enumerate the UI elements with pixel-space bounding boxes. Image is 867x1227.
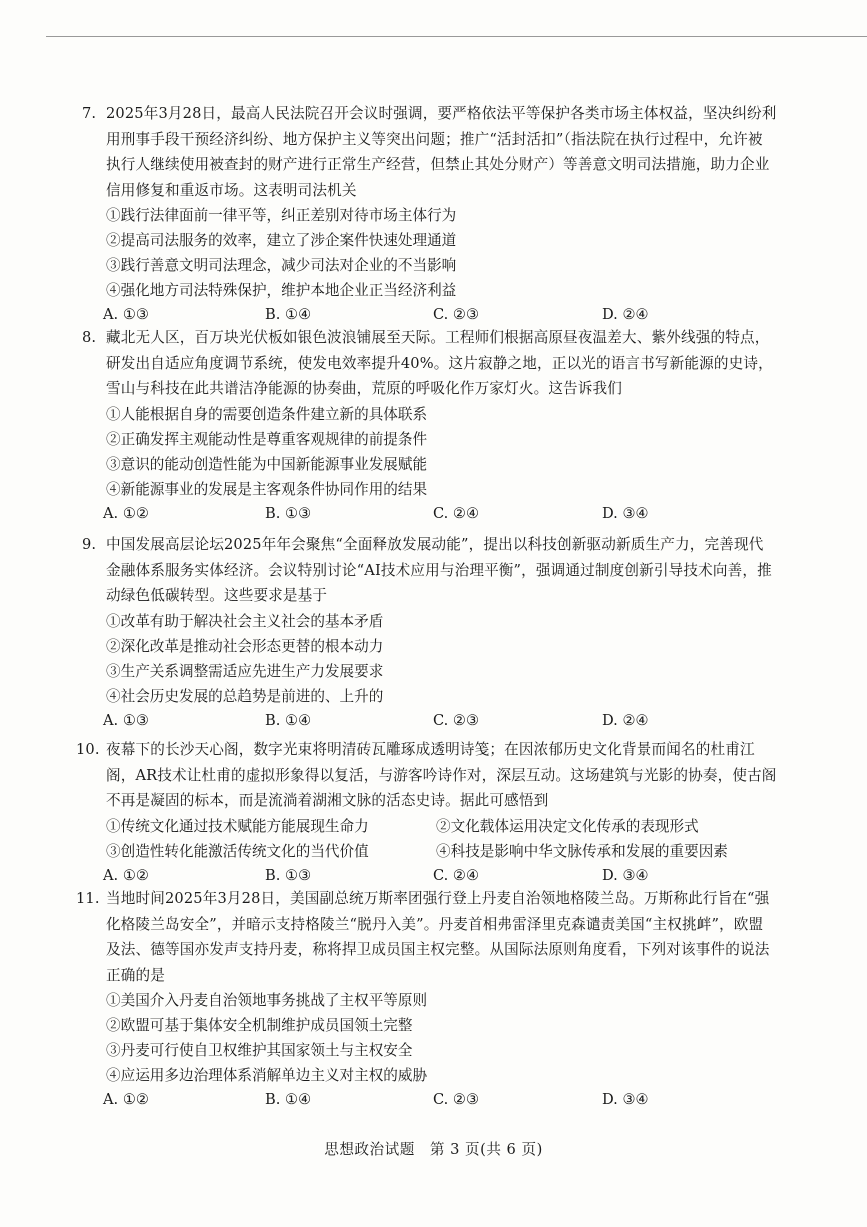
question-text: 中国发展高层论坛2025年年会聚焦“全面释放发展动能”，提出以科技创新驱动新质生产力，完善现代金融体系服务实体经济。会议特别讨论“AI技术应用与治理平衡”，强调通过制度创新引导技术向善，推动绿色低碳转型。这些要求是基于 <box>106 536 772 604</box>
question-stem <box>0 886 867 988</box>
question-text: 夜幕下的长沙天心阁，数字光束将明清砖瓦雕琢成透明诗笺；在因浓郁历史文化背景而闻名的杜甫江阁，AR技术让杜甫的虚拟形象得以复活，与游客吟诗作对，深层互动。这场建筑与光影的协奏，使古阁不再是凝固的标本，而是流淌着湖湘文脉的活态史诗。据此可感悟到 <box>106 741 777 809</box>
question-8 <box>0 325 867 526</box>
question-stem <box>0 737 867 814</box>
question-10 <box>0 737 867 888</box>
statement-3: ③意识的能动创造性能为中国新能源事业发展赋能 <box>106 455 428 473</box>
statement-1: ①改革有助于解决社会主义社会的基本矛盾 <box>106 612 384 630</box>
option-a: A. ①② <box>103 1091 149 1108</box>
option-b: B. ①③ <box>265 504 312 522</box>
question-number: 11. <box>76 890 100 907</box>
question-9 <box>0 532 867 733</box>
option-d: D. ③④ <box>602 1091 649 1108</box>
question-stem <box>0 325 867 402</box>
option-d: D. ③④ <box>602 866 649 884</box>
option-a: A. ①② <box>103 504 149 522</box>
statement-row-1 <box>0 814 867 839</box>
option-b: B. ①④ <box>265 1091 312 1108</box>
option-c: C. ②③ <box>433 1091 480 1108</box>
option-c: C. ②③ <box>433 306 480 323</box>
statement-1: ①践行法律面前一律平等，纠正差别对待市场主体行为 <box>106 207 457 224</box>
question-11 <box>0 886 867 1112</box>
answer-options <box>0 502 867 526</box>
question-text: 当地时间2025年3月28日，美国副总统万斯率团强行登上丹麦自治领地格陵兰岛。万斯称此行旨在“强化格陵兰岛安全”，并暗示支持格陵兰“脱丹入美”。丹麦首相弗雷泽里克森谴责美国“主权挑衅”，欧盟及法、德等国亦发声支持丹麦，称将捍卫成员国主权完整。从国际法原则角度看，下列对该事件的说法正确的是 <box>106 890 770 984</box>
option-a: A. ①③ <box>103 711 149 729</box>
statement-2: ②提高司法服务的效率，建立了涉企案件快速处理通道 <box>106 232 457 249</box>
statement-2: ②欧盟可基于集体安全机制维护成员国领土完整 <box>106 1017 413 1034</box>
answer-options <box>0 1088 867 1112</box>
question-stem <box>0 101 867 203</box>
statement-row-2 <box>0 839 867 864</box>
answer-options <box>0 864 867 888</box>
question-stem <box>0 532 867 609</box>
option-b: B. ①③ <box>265 866 312 884</box>
statement-2: ②正确发挥主观能动性是尊重客观规律的前提条件 <box>106 430 428 448</box>
option-b: B. ①④ <box>265 711 312 729</box>
page-footer: 思想政治试题 第 3 页(共 6 页) <box>324 1141 543 1158</box>
statement-1: ①传统文化通过技术赋能方能展现生命力 <box>106 817 369 835</box>
statement-4: ④新能源事业的发展是主客观条件协同作用的结果 <box>106 480 428 498</box>
question-number: 9. <box>82 536 97 553</box>
option-d: D. ③④ <box>602 504 649 522</box>
option-d: D. ②④ <box>602 306 649 323</box>
statement-4: ④强化地方司法特殊保护，维护本地企业正当经济利益 <box>106 282 457 299</box>
question-number: 8. <box>82 329 97 346</box>
statement-3: ③创造性转化能激活传统文化的当代价值 <box>106 842 369 860</box>
statement-3: ③生产关系调整需适应先进生产力发展要求 <box>106 662 384 680</box>
question-7 <box>0 101 867 327</box>
question-text: 藏北无人区，百万块光伏板如银色波浪铺展至天际。工程师们根据高原昼夜温差大、紫外线强的特点，研发出自适应角度调节系统，使发电效率提升40%。这片寂静之地，正以光的语言书写新能源的史诗，雪山与科技在此共谱洁净能源的协奏曲，荒原的呼吸化作万家灯火。这告诉我们 <box>106 329 773 397</box>
statement-4: ④科技是影响中华文脉传承和发展的重要因素 <box>436 842 728 860</box>
option-d: D. ②④ <box>602 711 649 729</box>
option-c: C. ②④ <box>433 866 480 884</box>
option-c: C. ②④ <box>433 504 480 522</box>
option-b: B. ①④ <box>265 306 312 323</box>
statement-4: ④应运用多边治理体系消解单边主义对主权的威胁 <box>106 1067 428 1084</box>
question-number: 10. <box>76 741 100 758</box>
statement-1: ①美国介入丹麦自治领地事务挑战了主权平等原则 <box>106 992 428 1009</box>
statement-2: ②深化改革是推动社会形态更替的根本动力 <box>106 637 384 655</box>
option-c: C. ②③ <box>433 711 480 729</box>
statement-3: ③践行善意文明司法理念，减少司法对企业的不当影响 <box>106 257 457 274</box>
statement-3: ③丹麦可行使自卫权维护其国家领土与主权安全 <box>106 1042 413 1059</box>
statement-1: ①人能根据自身的需要创造条件建立新的具体联系 <box>106 405 428 423</box>
question-text: 2025年3月28日，最高人民法院召开会议时强调，要严格依法平等保护各类市场主体权益，坚决纠纷利用刑事手段干预经济纠纷、地方保护主义等突出问题；推广“活封活扣”（指法院在执行过程中，允许被执行人继续使用被查封的财产进行正常生产经营，但禁止其处分财产）等善意文明司法措施，助力企业信用修复和重返市场。这表明司法机关 <box>106 105 777 199</box>
option-a: A. ①③ <box>103 306 149 323</box>
answer-options <box>0 303 867 327</box>
statement-4: ④社会历史发展的总趋势是前进的、上升的 <box>106 687 384 705</box>
question-number: 7. <box>82 105 97 122</box>
option-a: A. ①② <box>103 866 149 884</box>
answer-options <box>0 709 867 733</box>
statement-2: ②文化载体运用决定文化传承的表现形式 <box>436 817 699 835</box>
